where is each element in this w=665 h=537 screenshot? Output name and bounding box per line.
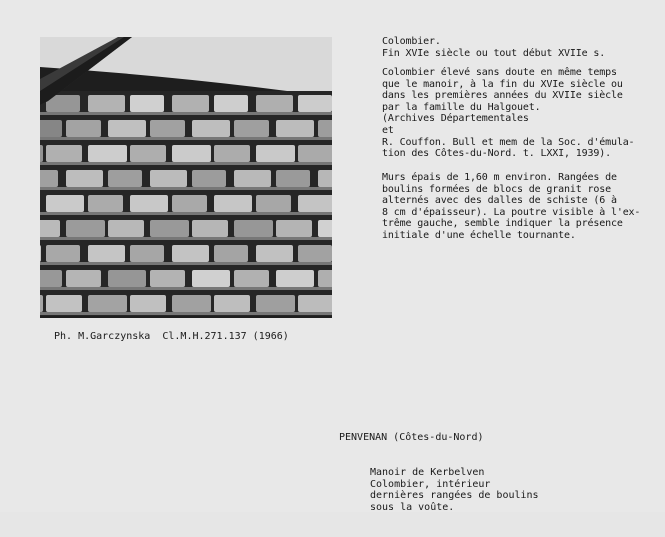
description-line: Colombier. [382, 36, 441, 47]
granite-block [66, 120, 101, 137]
description-line: (Archives Départementales [382, 113, 529, 125]
granite-block [214, 245, 248, 262]
granite-block [46, 295, 82, 312]
granite-block [298, 195, 332, 212]
granite-block [108, 270, 146, 287]
granite-block [234, 220, 273, 237]
slate-ledge [40, 262, 332, 265]
slate-ledge [40, 287, 332, 290]
granite-block [214, 145, 250, 162]
granite-block [276, 270, 314, 287]
granite-block [298, 95, 332, 112]
granite-block [318, 170, 332, 187]
granite-block [256, 295, 295, 312]
granite-block [40, 270, 62, 287]
granite-block [234, 120, 269, 137]
granite-block [40, 295, 43, 312]
granite-block [276, 170, 310, 187]
granite-block [172, 145, 211, 162]
granite-block [192, 270, 230, 287]
slate-ledge [40, 237, 332, 240]
granite-block [298, 295, 332, 312]
granite-block [256, 195, 291, 212]
description-line: 8 cm d'épaisseur). La poutre visible à l'ex- [382, 206, 641, 218]
granite-block [40, 120, 62, 137]
granite-block [318, 220, 332, 237]
granite-block [256, 95, 293, 112]
granite-block [150, 120, 185, 137]
granite-block [130, 145, 166, 162]
caption-line: sous la voûte. [370, 501, 455, 513]
description-line: Murs épais de 1,60 m environ. Rangées de [382, 172, 617, 183]
description-line: boulins formées de blocs de granit rose [382, 183, 611, 195]
granite-block [40, 170, 58, 187]
granite-block [130, 245, 164, 262]
caption-line: Manoir de Kerbelven [370, 466, 485, 478]
granite-block [256, 145, 295, 162]
granite-block [150, 170, 187, 187]
caption-line: Colombier, intérieur [370, 478, 491, 490]
description-line: trême gauche, semble indiquer la présence [382, 218, 623, 230]
granite-block [192, 120, 230, 137]
description-title [382, 36, 605, 59]
description-line: dans les premières années du XVIIe siècle [382, 90, 623, 102]
slate-ledge [40, 112, 332, 115]
description-line: par la famille du Halgouet. [382, 101, 541, 113]
description-line: Colombier élevé sans doute en même temps [382, 67, 617, 78]
description-line: Fin XVIe siècle ou tout début XVIIe s. [382, 47, 606, 59]
granite-block [66, 170, 103, 187]
slate-ledge [40, 312, 332, 315]
granite-block [256, 245, 293, 262]
description-line: et [382, 124, 394, 136]
granite-block [46, 145, 82, 162]
granite-block [318, 120, 332, 137]
granite-block [130, 295, 166, 312]
slate-ledge [40, 187, 332, 190]
granite-block [40, 245, 41, 262]
description-line: initiale d'une échelle tournante. [382, 229, 576, 241]
granite-block [88, 245, 125, 262]
granite-block [150, 220, 189, 237]
granite-block [108, 170, 142, 187]
granite-block [214, 195, 252, 212]
description-line: que le manoir, à la fin du XVIe siècle ou [382, 78, 623, 90]
granite-block [88, 295, 127, 312]
description-line: alternés avec des dalles de schiste (6 à [382, 195, 617, 207]
granite-block [298, 245, 332, 262]
granite-block [88, 145, 127, 162]
granite-block [172, 245, 209, 262]
granite-block [298, 145, 332, 162]
granite-block [234, 270, 269, 287]
granite-block [46, 195, 84, 212]
granite-block [192, 170, 226, 187]
granite-block [276, 120, 314, 137]
caption [339, 409, 539, 537]
dovecote-photo-drawing [40, 37, 332, 318]
granite-block [234, 170, 271, 187]
granite-block [88, 95, 125, 112]
slate-ledge [40, 137, 332, 140]
granite-block [88, 195, 123, 212]
slate-ledge [40, 212, 332, 215]
photo-credit: Ph. M.Garczynska Cl.M.H.271.137 (1966) [54, 331, 289, 342]
description-history [382, 67, 634, 160]
dovecote-photo [40, 37, 332, 318]
granite-block [318, 270, 332, 287]
caption-place: PENVENAN (Côtes-du-Nord) [339, 432, 484, 444]
granite-block [40, 220, 60, 237]
granite-block [214, 95, 248, 112]
caption-line: dernières rangées de boulins [370, 490, 539, 502]
granite-block [130, 195, 168, 212]
description-construction [382, 172, 640, 242]
granite-block [172, 295, 211, 312]
granite-block [214, 295, 250, 312]
granite-block [66, 270, 101, 287]
granite-block [40, 145, 43, 162]
granite-block [108, 120, 146, 137]
brick-rows [40, 91, 332, 316]
granite-block [66, 220, 105, 237]
granite-block [276, 220, 312, 237]
description-line: tion des Côtes-du-Nord. t. LXXI, 1939). [382, 148, 611, 160]
description-line: R. Couffon. Bull et mem de la Soc. d'émula- [382, 136, 635, 148]
granite-block [108, 220, 144, 237]
granite-block [172, 95, 209, 112]
granite-block [150, 270, 185, 287]
granite-block [192, 220, 228, 237]
granite-block [46, 245, 80, 262]
slate-ledge [40, 162, 332, 165]
granite-block [130, 95, 164, 112]
granite-block [172, 195, 207, 212]
